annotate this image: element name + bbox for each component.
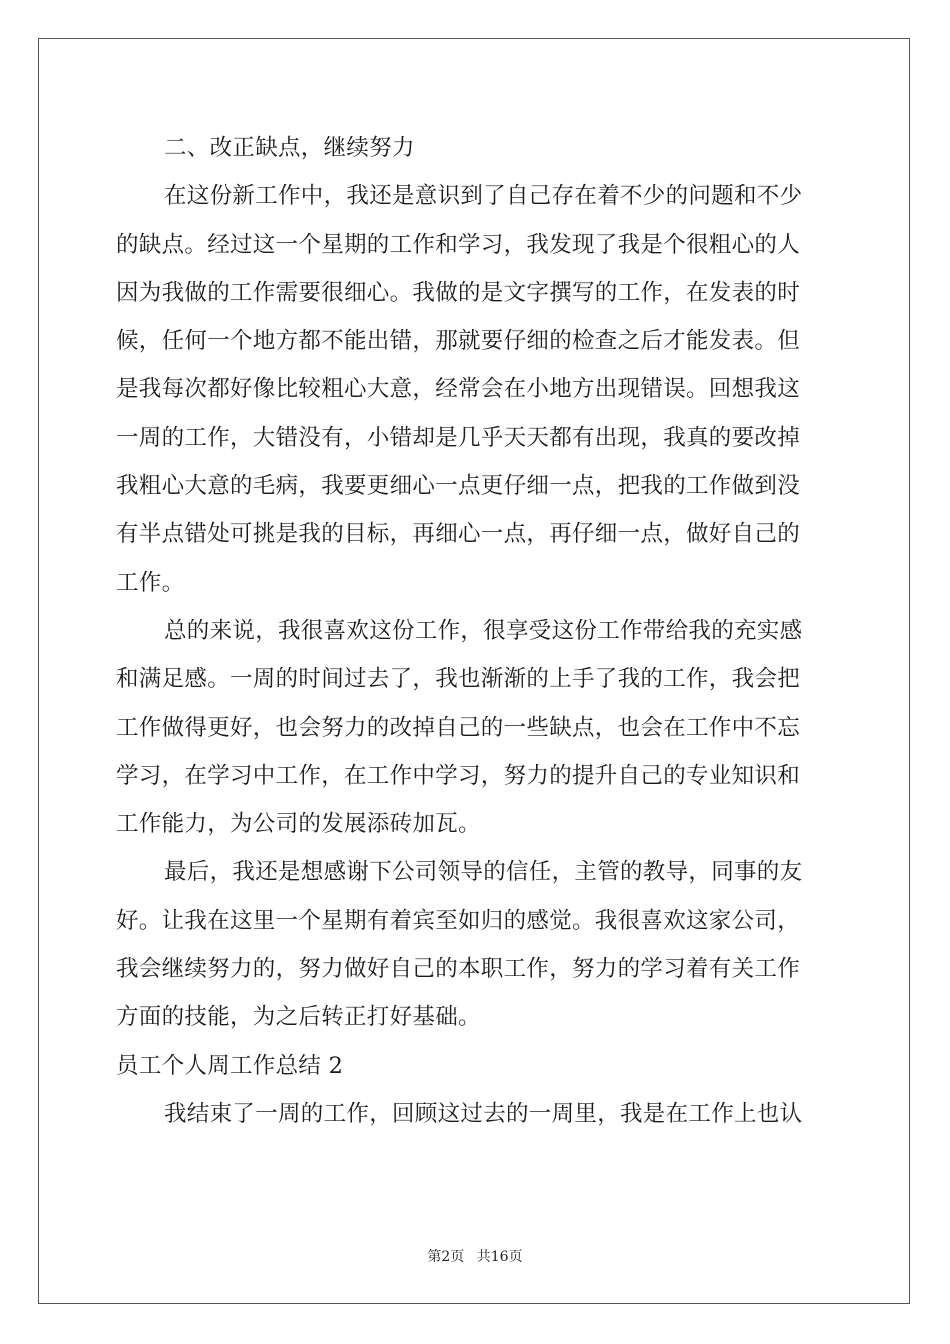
paragraph-line: 候，任何一个地方都不能出错，那就要仔细的检查之后才能发表。但 — [116, 328, 801, 355]
paragraph-line: 好。让我在这里一个星期有着宾至如归的感觉。我很喜欢这家公司， — [116, 907, 801, 934]
paragraph-line: 我结束了一周的工作，回顾这过去的一周里，我是在工作上也认 — [164, 1100, 803, 1127]
paragraph-line: 工作能力，为公司的发展添砖加瓦。 — [116, 811, 481, 838]
page-footer — [0, 1246, 950, 1266]
paragraph-line: 有半点错处可挑是我的目标，再细心一点，再仔细一点，做好自己的 — [116, 521, 801, 548]
paragraph-line: 学习，在学习中工作，在工作中学习，努力的提升自己的专业知识和 — [116, 762, 801, 789]
paragraph-line: 在这份新工作中，我还是意识到了自己存在着不少的问题和不少 — [164, 183, 803, 210]
document-body — [116, 124, 832, 1138]
paragraph-line: 总的来说，我很喜欢这份工作，很享受这份工作带给我的充实感 — [164, 617, 803, 644]
section-heading: 二、改正缺点，继续努力 — [164, 135, 415, 161]
paragraph-line: 工作做得更好，也会努力的改掉自己的一些缺点，也会在工作中不忘 — [116, 714, 801, 741]
section-title: 员工个人周工作总结 2 — [116, 1052, 344, 1079]
paragraph-line: 方面的技能，为之后转正打好基础。 — [116, 1004, 481, 1031]
page-number: 第2页 — [427, 1249, 465, 1265]
paragraph-line: 的缺点。经过这一个星期的工作和学习，我发现了我是个很粗心的人 — [116, 231, 801, 258]
paragraph-line: 因为我做的工作需要很细心。我做的是文字撰写的工作，在发表的时 — [116, 279, 801, 306]
paragraph-line: 是我每次都好像比较粗心大意，经常会在小地方出现错误。回想我这 — [116, 376, 801, 403]
paragraph-line: 最后，我还是想感谢下公司领导的信任，主管的教导，同事的友 — [164, 859, 803, 886]
page-total: 共16页 — [476, 1249, 523, 1265]
paragraph-line: 我会继续努力的，努力做好自己的本职工作，努力的学习着有关工作 — [116, 956, 801, 983]
paragraph-line: 工作。 — [116, 569, 185, 596]
paragraph-line: 和满足感。一周的时间过去了，我也渐渐的上手了我的工作，我会把 — [116, 666, 801, 693]
paragraph-line: 我粗心大意的毛病，我要更细心一点更仔细一点，把我的工作做到没 — [116, 473, 801, 500]
paragraph-line: 一周的工作，大错没有，小错却是几乎天天都有出现，我真的要改掉 — [116, 424, 801, 451]
